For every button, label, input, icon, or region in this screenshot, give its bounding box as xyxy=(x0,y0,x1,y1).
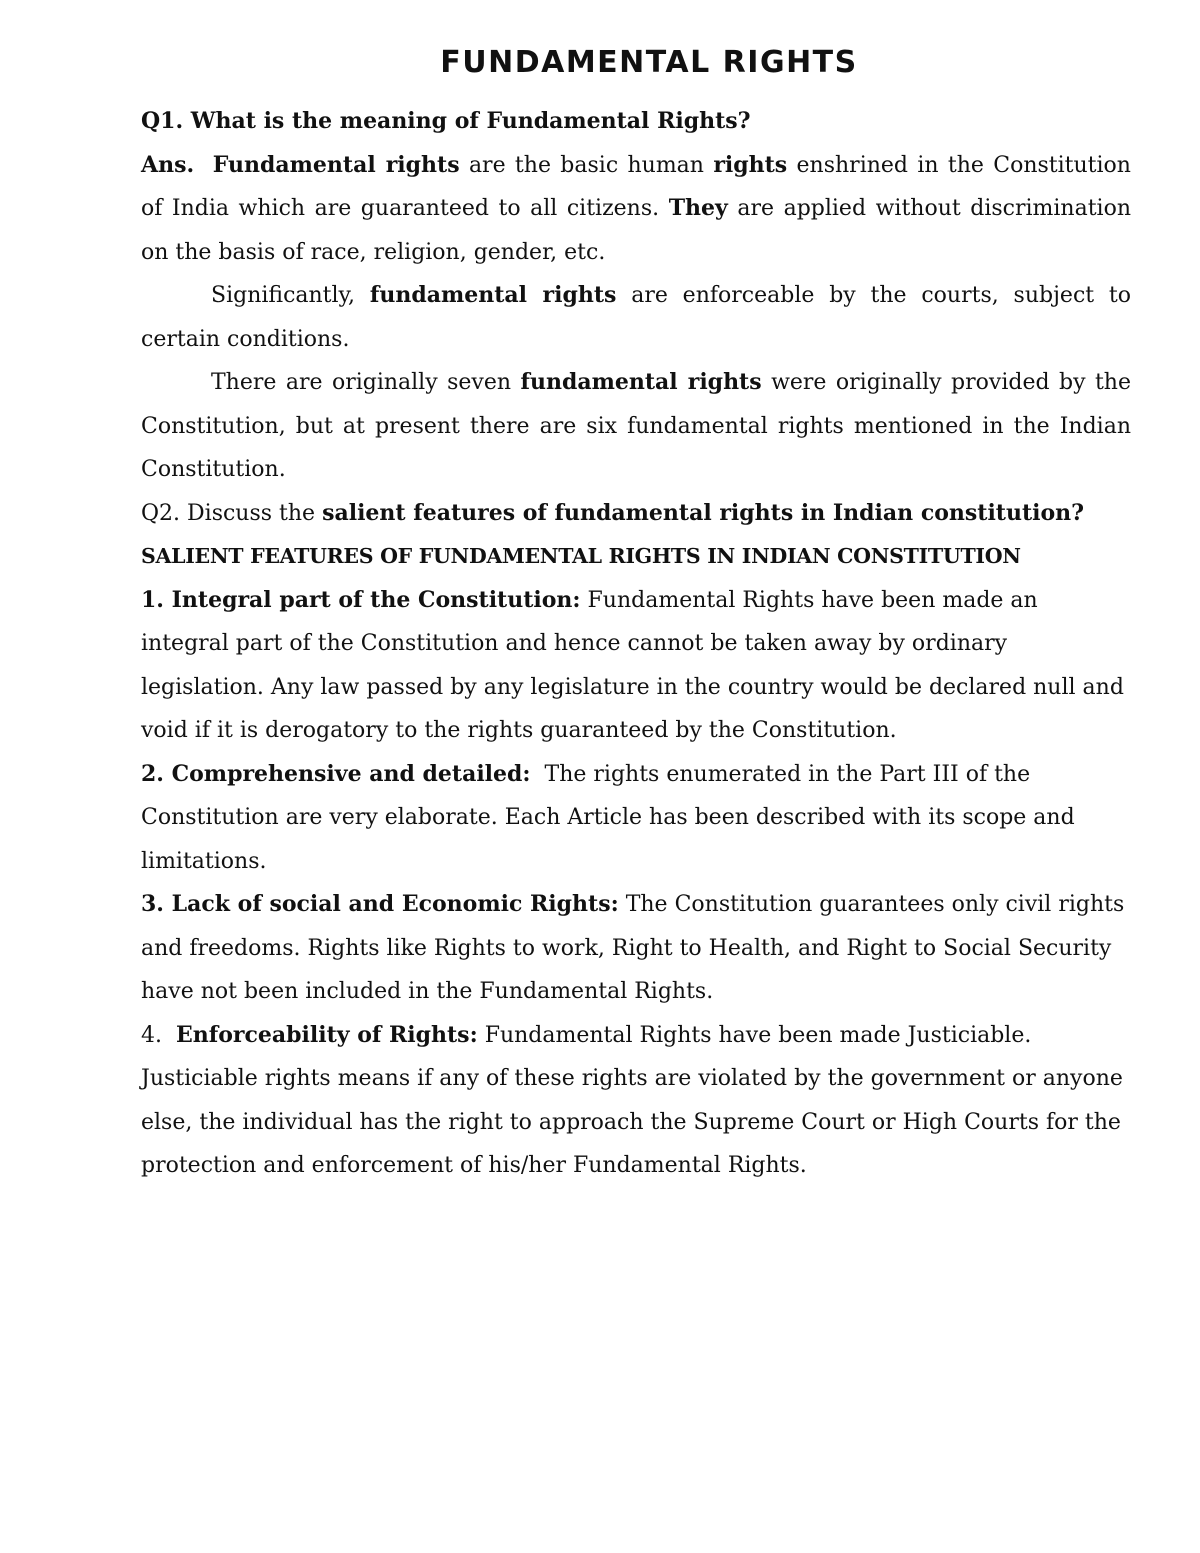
feature-item-2 xyxy=(141,753,1131,884)
question-1-text: Q1. What is the meaning of Fundamental Rights? xyxy=(141,108,751,134)
feature-text: The rights enumerated in the Part III of the Constitution are very elaborate. Each Article has been described with its scope and limitations. xyxy=(141,761,1075,874)
answer-text: were originally provided by the Constitution, but at present there are six fundamental rights mentioned in the Indian Constitution. xyxy=(141,370,1131,482)
answer-bold-term: They xyxy=(668,195,728,221)
answer-text: are applied without discrimination on the basis of race, religion, gender, etc. xyxy=(141,196,1132,265)
feature-item-1 xyxy=(141,579,1131,753)
answer-bold-term: fundamental rights xyxy=(369,282,617,308)
feature-heading: 3. Lack of social and Economic Rights: xyxy=(141,891,619,917)
answer-bold-term: fundamental rights xyxy=(520,369,762,395)
answer-text: are enforceable by the courts, subject to certain conditions. xyxy=(141,283,1132,352)
feature-text: Fundamental Rights have been made an integral part of the Constitution and hence cannot be taken away by ordinary legislation. Any law passed by any legislature in the country would be declared null and void if it is derogatory to the rights guaranteed by the Constitution. xyxy=(141,587,1124,743)
feature-text: Fundamental Rights have been made Justiciable. Justiciable rights means if any of these rights are violated by the government or anyone else, the individual has the right to approach the Supreme Court or High Courts for the protection and enforcement of his/her Fundamental Rights. xyxy=(141,1022,1123,1178)
feature-heading: Enforceability of Rights: xyxy=(176,1021,478,1048)
feature-heading: 1. Integral part of the Constitution: xyxy=(141,586,581,613)
question-1 xyxy=(141,100,1131,144)
feature-item-3 xyxy=(141,883,1131,1014)
feature-heading: 2. Comprehensive and detailed: xyxy=(141,760,531,787)
answer-paragraph-3 xyxy=(141,361,1131,492)
question-2-bold: salient features of fundamental rights in Indian constitution? xyxy=(322,499,1085,526)
feature-text: The Constitution guarantees only civil rights and freedoms. Rights like Rights to work, Right to Health, and Right to Social Security have not been included in the Fundamental Rights. xyxy=(141,892,1125,1004)
question-2 xyxy=(141,492,1131,536)
answer-bold-term: Fundamental rights xyxy=(212,151,460,178)
feature-number: 4. xyxy=(141,1022,162,1048)
answer-bold-term: rights xyxy=(713,151,788,178)
answer-1-paragraph xyxy=(141,144,1131,275)
feature-item-4 xyxy=(141,1014,1131,1188)
answer-text: Significantly, xyxy=(211,283,356,308)
answer-text: enshrined in the Constitution of India which are guaranteed to all citizens. xyxy=(141,152,1131,221)
document-body xyxy=(141,100,1131,1188)
section-heading: SALIENT FEATURES OF FUNDAMENTAL RIGHTS IN INDIAN CONSTITUTION xyxy=(141,544,1021,568)
answer-text: There are originally seven xyxy=(211,370,512,395)
answer-label: Ans. xyxy=(141,151,195,178)
answer-paragraph-2 xyxy=(141,274,1131,361)
answer-text: are the basic human xyxy=(468,152,704,178)
page-title: FUNDAMENTAL RIGHTS xyxy=(440,45,858,80)
question-2-prefix: Q2. Discuss the xyxy=(141,500,316,526)
